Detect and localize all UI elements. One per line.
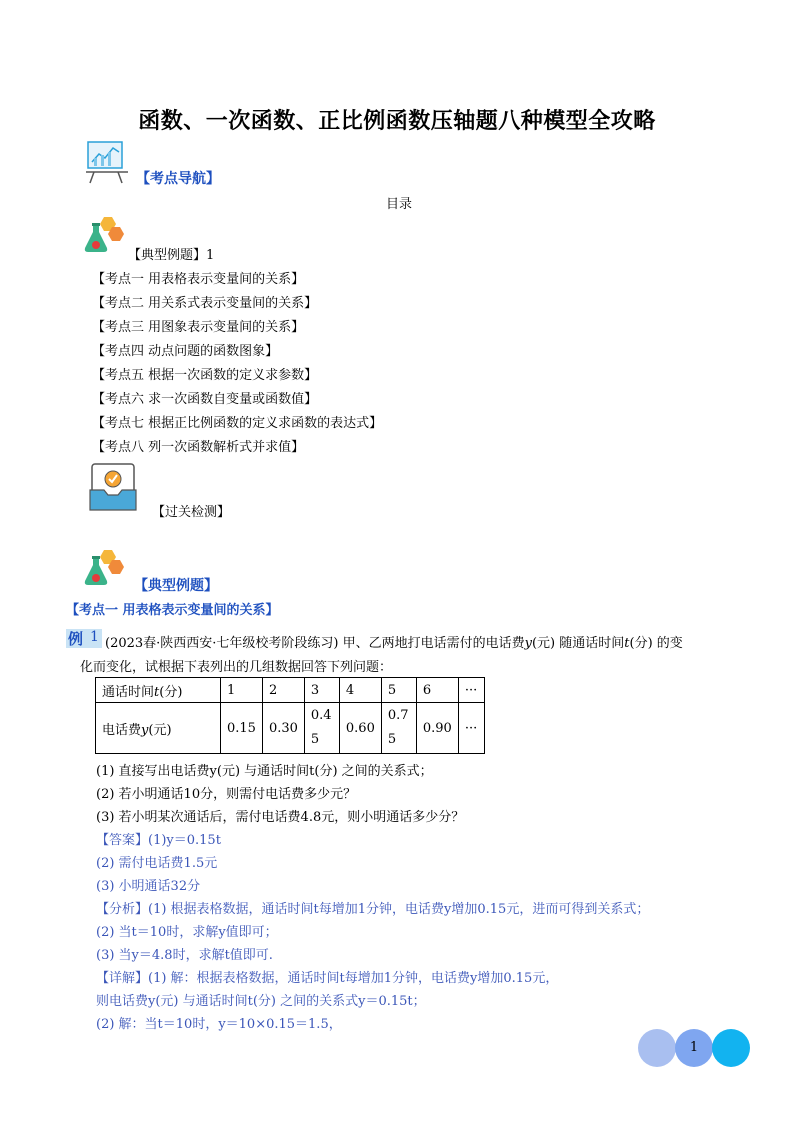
toc-check[interactable]: 【过关检测】 [152,505,231,520]
page-title: 函数、一次函数、正比例函数压轴题八种模型全攻略 [138,108,656,134]
table-row-label: 电话费y(元) [96,703,221,754]
answer-1: 【答案】(1)y＝0.15t [96,833,221,848]
example-tag [66,629,104,648]
example-tag-label: 例 [68,630,84,648]
nav-title: 【考点导航】 [136,171,220,187]
analysis-3: (3) 当y＝4.8时，求解t值即可. [96,948,273,963]
toc-item[interactable]: 【考点三 用图象表示变量间的关系】 [92,320,305,335]
stem-text: (分) 的变 [629,636,683,651]
analysis-2: (2) 当t＝10时，求解y值即可； [96,925,278,940]
example-stem-line2: 化而变化，试根据下表列出的几组数据回答下列问题： [80,660,393,675]
table-cell: 2 [262,678,304,703]
table-cell: 1 [221,678,263,703]
table-cell: 0.30 [262,703,304,754]
toc-item[interactable]: 【考点五 根据一次函数的定义求参数】 [92,368,318,383]
detail-3: (2) 解：当t＝10时，y＝10×0.15＝1.5， [96,1017,342,1032]
page-number: 1 [689,1040,699,1055]
table-cell: 6 [416,678,458,703]
var-t: t [624,636,630,651]
analysis-1: 【分析】(1) 根据表格数据，通话时间t每增加1分钟，电话费y增加0.15元，进而可得到关系式； [96,902,650,917]
toc-item[interactable]: 【考点六 求一次函数自变量或函数值】 [92,392,318,407]
table-cell: ··· [458,678,484,703]
table-cell: 3 [304,678,339,703]
toc-item[interactable]: 【考点七 根据正比例函数的定义求函数的表达式】 [92,416,383,431]
example-tag-number: 1 [90,629,99,645]
table-cell: 0.75 [381,703,416,754]
answer-2: (2) 需付电话费1.5元 [96,856,218,871]
page-number-badge [638,1029,750,1067]
question-3: (3) 若小明某次通话后，需付电话费4.8元，则小明通话多少分？ [96,810,465,825]
answer-3: (3) 小明通话32分 [96,879,201,894]
data-table [95,677,485,754]
table-cell: 0.45 [304,703,339,754]
chart-board-icon [84,140,130,184]
section-title: 【典型例题】 [134,578,218,594]
checklist-box-icon [88,462,148,512]
table-cell: 0.90 [416,703,458,754]
table-cell: 0.60 [339,703,381,754]
flask-hexagon-icon [82,548,126,588]
table-row [96,703,485,754]
toc-item[interactable]: 【考点四 动点问题的函数图象】 [92,344,279,359]
table-row [96,678,485,703]
flask-hexagon-icon [82,215,126,255]
toc-item[interactable]: 【考点一 用表格表示变量间的关系】 [92,272,305,287]
stem-text: (元) 随通话时间 [531,636,625,651]
detail-2: 则电话费y(元) 与通话时间t(分) 之间的关系式y＝0.15t； [96,994,426,1009]
decor-circle [638,1029,676,1067]
toc-item[interactable]: 【考点二 用关系式表示变量间的关系】 [92,296,318,311]
example-stem-line1 [105,632,683,651]
question-1: (1) 直接写出电话费y(元) 与通话时间t(分) 之间的关系式； [96,764,433,779]
toc-item[interactable]: 【考点八 列一次函数解析式并求值】 [92,440,305,455]
table-cell: 5 [381,678,416,703]
table-cell: 4 [339,678,381,703]
table-cell: ··· [458,703,484,754]
stem-text: (2023春·陕西西安·七年级校考阶段练习) 甲、乙两地打电话需付的电话费 [105,636,525,651]
kaodian-heading: 【考点一 用表格表示变量间的关系】 [66,603,279,618]
table-row-label: 通话时间t(分) [96,678,221,703]
toc-intro: 【典型例题】1 [128,248,215,263]
toc-caption: 目录 [386,197,413,212]
table-cell: 0.15 [221,703,263,754]
question-2: (2) 若小明通话10分，则需付电话费多少元？ [96,787,357,802]
var-y: y [524,636,532,651]
toc-list [92,268,382,460]
detail-1: 【详解】(1) 解：根据表格数据，通话时间t每增加1分钟，电话费y增加0.15元， [96,971,559,986]
decor-circle [712,1029,750,1067]
